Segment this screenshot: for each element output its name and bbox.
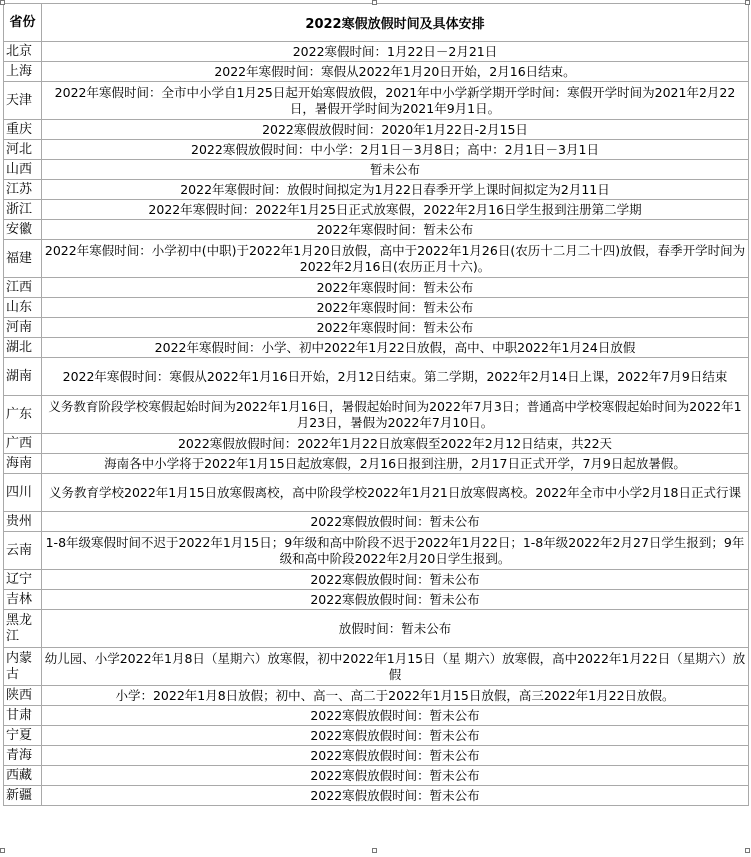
resize-handle-bottom-center[interactable] xyxy=(372,848,377,853)
holiday-info-cell: 2022年寒假时间：放假时间拟定为1月22日春季开学上课时间拟定为2月11日 xyxy=(42,180,749,200)
table-row xyxy=(4,318,749,338)
holiday-info-cell: 2022寒假放假时间：2022年1月22日放寒假至2022年2月12日结束，共22天 xyxy=(42,434,749,454)
table-row xyxy=(4,358,749,396)
holiday-info-cell: 2022寒假放假时间：暂未公布 xyxy=(42,786,749,806)
table-row xyxy=(4,82,749,120)
province-cell: 辽宁 xyxy=(4,570,42,590)
province-cell: 青海 xyxy=(4,746,42,766)
table-row xyxy=(4,278,749,298)
province-cell: 重庆 xyxy=(4,120,42,140)
province-cell: 广东 xyxy=(4,396,42,434)
table-row xyxy=(4,532,749,570)
table-row xyxy=(4,120,749,140)
holiday-info-cell: 2022年寒假时间：暂未公布 xyxy=(42,318,749,338)
table-row xyxy=(4,610,749,648)
table-row xyxy=(4,474,749,512)
province-column-header: 省份 xyxy=(4,4,42,42)
holiday-info-cell: 2022寒假放假时间：暂未公布 xyxy=(42,706,749,726)
table-row xyxy=(4,180,749,200)
holiday-info-cell: 2022寒假放假时间：暂未公布 xyxy=(42,570,749,590)
holiday-info-cell: 2022年寒假时间：暂未公布 xyxy=(42,298,749,318)
province-cell: 湖北 xyxy=(4,338,42,358)
province-cell: 安徽 xyxy=(4,220,42,240)
holiday-info-cell: 小学：2022年1月8日放假；初中、高一、高二于2022年1月15日放假，高三2022年1月22日放假。 xyxy=(42,686,749,706)
holiday-info-cell: 2022寒假放假时间：暂未公布 xyxy=(42,590,749,610)
province-cell: 吉林 xyxy=(4,590,42,610)
province-cell: 黑龙江 xyxy=(4,610,42,648)
holiday-info-cell: 1-8年级寒假时间不迟于2022年1月15日；9年级和高中阶段不迟于2022年1月22日；1-8年级2022年2月27日学生报到；9年级和高中阶段2022年2月20日学生报到。 xyxy=(42,532,749,570)
resize-handle-top-center[interactable] xyxy=(372,0,377,5)
holiday-info-cell: 2022寒假放假时间：暂未公布 xyxy=(42,726,749,746)
province-cell: 上海 xyxy=(4,62,42,82)
province-cell: 新疆 xyxy=(4,786,42,806)
province-cell: 河南 xyxy=(4,318,42,338)
holiday-info-cell: 放假时间：暂未公布 xyxy=(42,610,749,648)
province-cell: 海南 xyxy=(4,454,42,474)
holiday-info-cell: 暂未公布 xyxy=(42,160,749,180)
resize-handle-bottom-right[interactable] xyxy=(745,848,750,853)
holiday-info-cell: 2022年寒假时间：暂未公布 xyxy=(42,220,749,240)
province-cell: 湖南 xyxy=(4,358,42,396)
holiday-info-cell: 义务教育学校2022年1月15日放寒假离校，高中阶段学校2022年1月21日放寒假离校。2022年全市中小学2月18日正式行课 xyxy=(42,474,749,512)
table-row xyxy=(4,434,749,454)
table-row xyxy=(4,62,749,82)
holiday-info-cell: 2022年寒假时间：2022年1月25日正式放寒假，2022年2月16日学生报到注册第二学期 xyxy=(42,200,749,220)
resize-handle-bottom-left[interactable] xyxy=(0,848,5,853)
table-row xyxy=(4,706,749,726)
holiday-info-cell: 2022寒假放假时间：暂未公布 xyxy=(42,746,749,766)
table-body xyxy=(4,42,749,806)
province-cell: 天津 xyxy=(4,82,42,120)
province-cell: 西藏 xyxy=(4,766,42,786)
resize-handle-top-right[interactable] xyxy=(745,0,750,5)
holiday-info-cell: 2022年寒假时间：小学初中(中职)于2022年1月20日放假，高中于2022年1月26日(农历十二月二十四)放假，春季开学时间为2022年2月16日(农历正月十六)。 xyxy=(42,240,749,278)
province-cell: 陕西 xyxy=(4,686,42,706)
table-row xyxy=(4,512,749,532)
province-cell: 广西 xyxy=(4,434,42,454)
table-row xyxy=(4,590,749,610)
province-cell: 福建 xyxy=(4,240,42,278)
table-row xyxy=(4,396,749,434)
holiday-info-cell: 2022年寒假时间：小学、初中2022年1月22日放假，高中、中职2022年1月24日放假 xyxy=(42,338,749,358)
holiday-info-cell: 2022年寒假时间：全市中小学自1月25日起开始寒假放假，2021年中小学新学期开学时间：寒假开学时间为2021年2月22日，暑假开学时间为2021年9月1日。 xyxy=(42,82,749,120)
table-row xyxy=(4,648,749,686)
table-header-row xyxy=(4,4,749,42)
holiday-info-cell: 海南各中小学将于2022年1月15日起放寒假，2月16日报到注册，2月17日正式开学，7月9日起放暑假。 xyxy=(42,454,749,474)
table-row xyxy=(4,42,749,62)
resize-handle-top-left[interactable] xyxy=(0,0,5,5)
table-row xyxy=(4,240,749,278)
province-cell: 河北 xyxy=(4,140,42,160)
province-cell: 江苏 xyxy=(4,180,42,200)
province-cell: 云南 xyxy=(4,532,42,570)
table-row xyxy=(4,454,749,474)
holiday-info-cell: 2022寒假放假时间：2020年1月22日-2月15日 xyxy=(42,120,749,140)
province-cell: 山西 xyxy=(4,160,42,180)
table-row xyxy=(4,786,749,806)
table-row xyxy=(4,746,749,766)
holiday-info-cell: 2022寒假放假时间：暂未公布 xyxy=(42,512,749,532)
province-cell: 江西 xyxy=(4,278,42,298)
province-cell: 北京 xyxy=(4,42,42,62)
table-row xyxy=(4,766,749,786)
province-cell: 内蒙古 xyxy=(4,648,42,686)
table-row xyxy=(4,686,749,706)
holiday-info-cell: 2022年寒假时间：暂未公布 xyxy=(42,278,749,298)
table-row xyxy=(4,140,749,160)
holiday-info-cell: 2022寒假放假时间：暂未公布 xyxy=(42,766,749,786)
table-row xyxy=(4,570,749,590)
holiday-info-cell: 义务教育阶段学校寒假起始时间为2022年1月16日，暑假起始时间为2022年7月3日；普通高中学校寒假起始时间为2022年1月23日，暑假为2022年7月10日。 xyxy=(42,396,749,434)
holiday-info-cell: 2022年寒假时间：寒假从2022年1月16日开始，2月12日结束。第二学期，2022年2月14日上课，2022年7月9日结束 xyxy=(42,358,749,396)
table-row xyxy=(4,160,749,180)
province-cell: 甘肃 xyxy=(4,706,42,726)
province-cell: 浙江 xyxy=(4,200,42,220)
holiday-table xyxy=(3,3,749,806)
holiday-info-cell: 2022寒假放假时间：中小学：2月1日－3月8日；高中：2月1日－3月1日 xyxy=(42,140,749,160)
holiday-info-cell: 2022寒假时间：1月22日－2月21日 xyxy=(42,42,749,62)
table-row xyxy=(4,220,749,240)
holiday-info-cell: 幼儿园、小学2022年1月8日（星期六）放寒假，初中2022年1月15日（星 期六）放寒假，高中2022年1月22日（星期六）放假 xyxy=(42,648,749,686)
province-cell: 宁夏 xyxy=(4,726,42,746)
table-row xyxy=(4,338,749,358)
table-row xyxy=(4,298,749,318)
table-title: 2022寒假放假时间及具体安排 xyxy=(42,4,749,42)
table-row xyxy=(4,726,749,746)
holiday-info-cell: 2022年寒假时间：寒假从2022年1月20日开始，2月16日结束。 xyxy=(42,62,749,82)
province-cell: 四川 xyxy=(4,474,42,512)
province-cell: 山东 xyxy=(4,298,42,318)
province-cell: 贵州 xyxy=(4,512,42,532)
table-row xyxy=(4,200,749,220)
